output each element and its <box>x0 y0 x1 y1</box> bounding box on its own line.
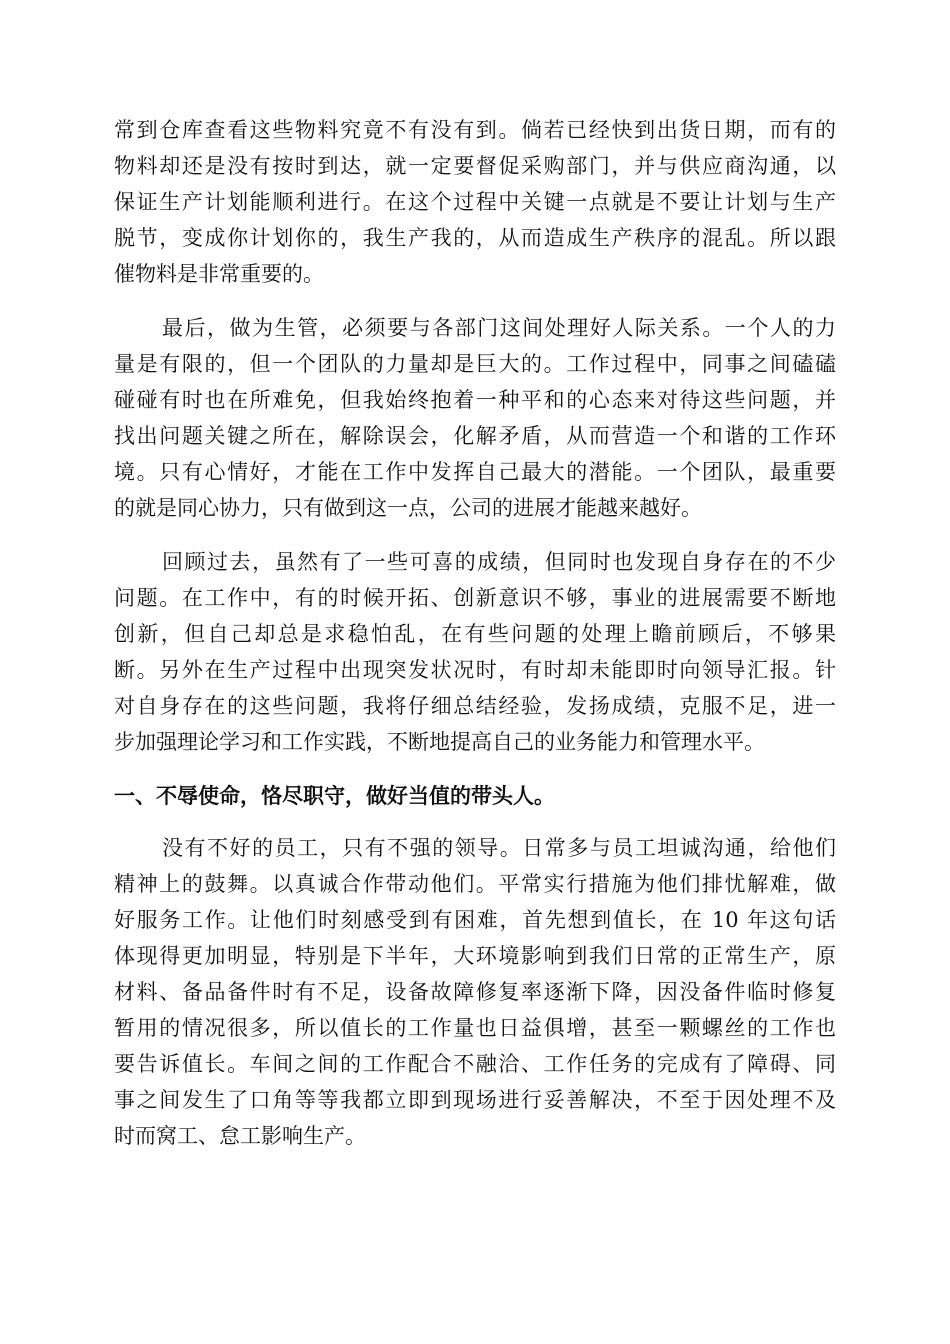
text-line: 常到仓库查看这些物料究竟不有没有到。倘若已经快到出货日期，而有的 <box>114 118 836 142</box>
document-page <box>114 112 836 1172</box>
text-line: 时而窝工、怠工影响生产。 <box>114 1124 366 1148</box>
text-line: 的就是同心协力，只有做到这一点，公司的进展才能越来越好。 <box>114 496 702 520</box>
text-line: 事之间发生了口角等等我都立即到现场进行妥善解决，不至于因处理不及 <box>114 1088 836 1112</box>
text-line: 碰碰有时也在所难免，但我始终抱着一种平和的心态来对待这些问题，并 <box>114 388 836 412</box>
text-line: 断。另外在生产过程中出现突发状况时，有时却未能即时向领导汇报。针 <box>114 658 836 682</box>
text-line: 境。只有心情好，才能在工作中发挥自己最大的潜能。一个团队，最重要 <box>114 460 836 484</box>
text-line: 催物料是非常重要的。 <box>114 262 324 286</box>
text-line: 回顾过去，虽然有了一些可喜的成绩，但同时也发现自身存在的不少 <box>162 550 836 574</box>
text-line: 量是有限的，但一个团队的力量却是巨大的。工作过程中，同事之间磕磕 <box>114 352 836 376</box>
text-line: 暂用的情况很多，所以值长的工作量也日益俱增，甚至一颗螺丝的工作也 <box>114 1016 836 1040</box>
text-line: 保证生产计划能顺利进行。在这个过程中关键一点就是不要让计划与生产 <box>114 190 836 214</box>
text-line: 没有不好的员工，只有不强的领导。日常多与员工坦诚沟通，给他们 <box>162 836 836 860</box>
text-line: 对自身存在的这些问题，我将仔细总结经验，发扬成绩，克服不足，进一 <box>114 694 836 718</box>
text-line: 体现得更加明显，特别是下半年，大环境影响到我们日常的正常生产，原 <box>114 944 836 968</box>
paragraph-leadership <box>114 830 836 1154</box>
paragraph-interpersonal-relations <box>114 310 836 526</box>
text-line: 精神上的鼓舞。以真诚合作带动他们。平常实行措施为他们排忧解难，做 <box>114 872 836 896</box>
text-line: 最后，做为生管，必须要与各部门这间处理好人际关系。一个人的力 <box>162 316 836 340</box>
text-line: 步加强理论学习和工作实践，不断地提高自己的业务能力和管理水平。 <box>114 730 765 754</box>
text-line: 脱节，变成你计划你的，我生产我的，从而造成生产秩序的混乱。所以跟 <box>114 226 836 250</box>
text-line: 问题。在工作中，有的时候开拓、创新意识不够，事业的进展需要不断地 <box>114 586 836 610</box>
text-line: 创新，但自己却总是求稳怕乱，在有些问题的处理上瞻前顾后，不够果 <box>114 622 836 646</box>
text-line: 要告诉值长。车间之间的工作配合不融洽、工作任务的完成有了障碍、同 <box>114 1052 836 1076</box>
text-line: 物料却还是没有按时到达，就一定要督促采购部门，并与供应商沟通，以 <box>114 154 836 178</box>
text-line: 好服务工作。让他们时刻感受到有困难，首先想到值长，在 10 年这句话 <box>114 908 836 932</box>
text-line: 材料、备品备件时有不足，设备故障修复率逐渐下降，因没备件临时修复 <box>114 980 836 1004</box>
paragraph-material-follow-up <box>114 112 836 292</box>
text-line: 找出问题关键之所在，解除误会，化解矛盾，从而营造一个和谐的工作环 <box>114 424 836 448</box>
section-heading <box>114 778 836 814</box>
section-heading-text: 一、不辱使命，恪尽职守，做好当值的带头人。 <box>114 783 555 808</box>
paragraph-review-past <box>114 544 836 760</box>
